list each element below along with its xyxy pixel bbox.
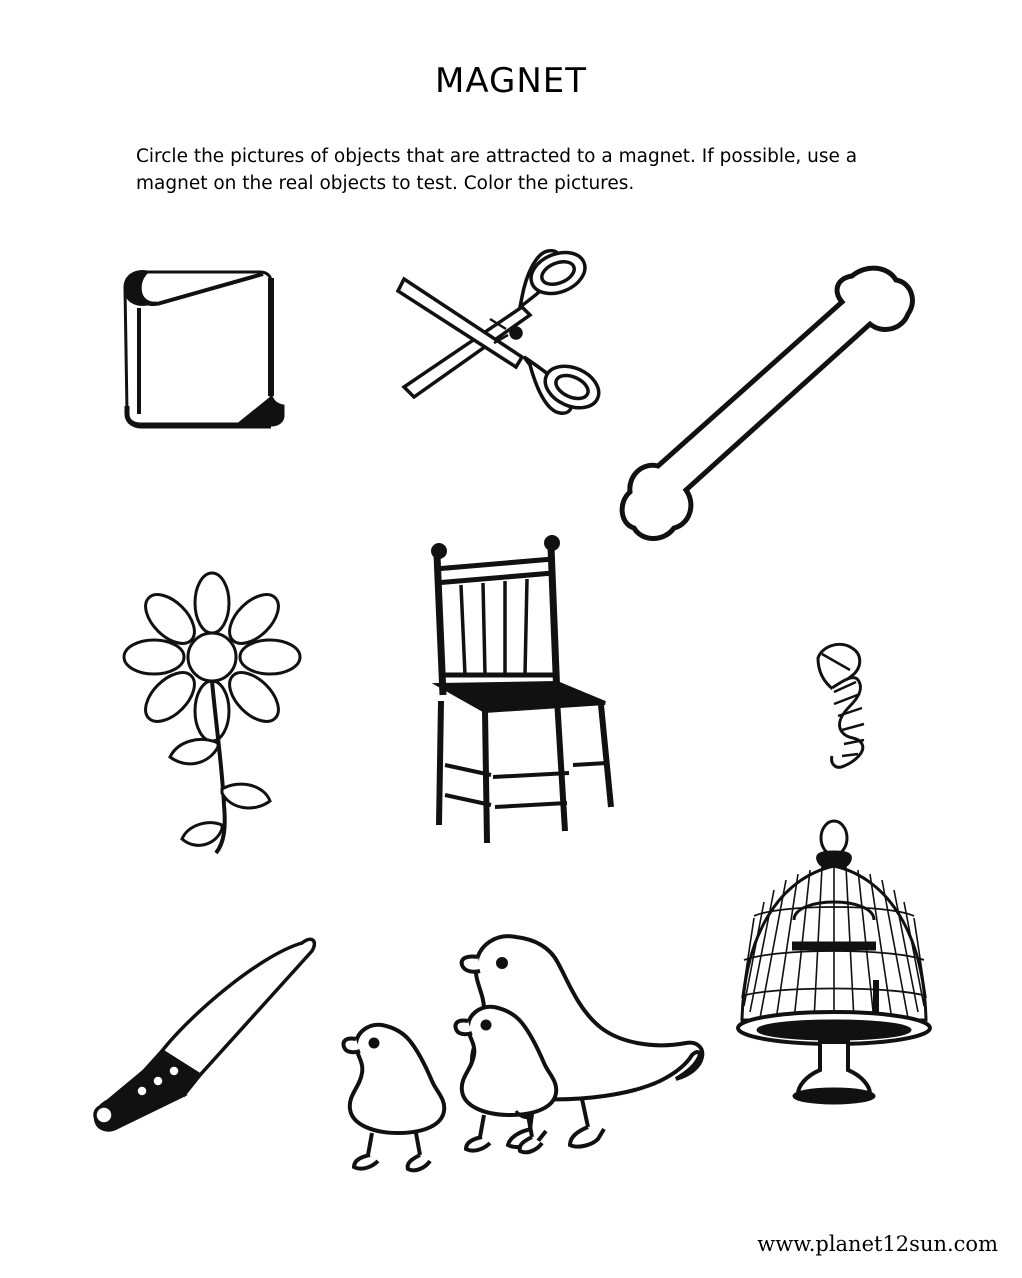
page-title: MAGNET bbox=[434, 60, 588, 101]
birdcage-illustration bbox=[710, 820, 960, 1140]
paper-sheet-illustration bbox=[95, 248, 310, 478]
chair-illustration bbox=[415, 525, 630, 855]
knife-illustration bbox=[80, 915, 330, 1150]
instructions-text: Circle the pictures of objects that are attracted to a magnet. If possible, use a magnet on the real objects to test. Color the pictures. bbox=[136, 145, 858, 194]
duck-with-ducklings-illustration bbox=[320, 915, 710, 1180]
scissors-illustration bbox=[390, 245, 640, 420]
bone-illustration bbox=[620, 258, 920, 548]
website-credit: www.planet12sun.com bbox=[757, 1232, 998, 1256]
flower-illustration bbox=[130, 575, 315, 865]
screw-illustration bbox=[800, 640, 900, 775]
